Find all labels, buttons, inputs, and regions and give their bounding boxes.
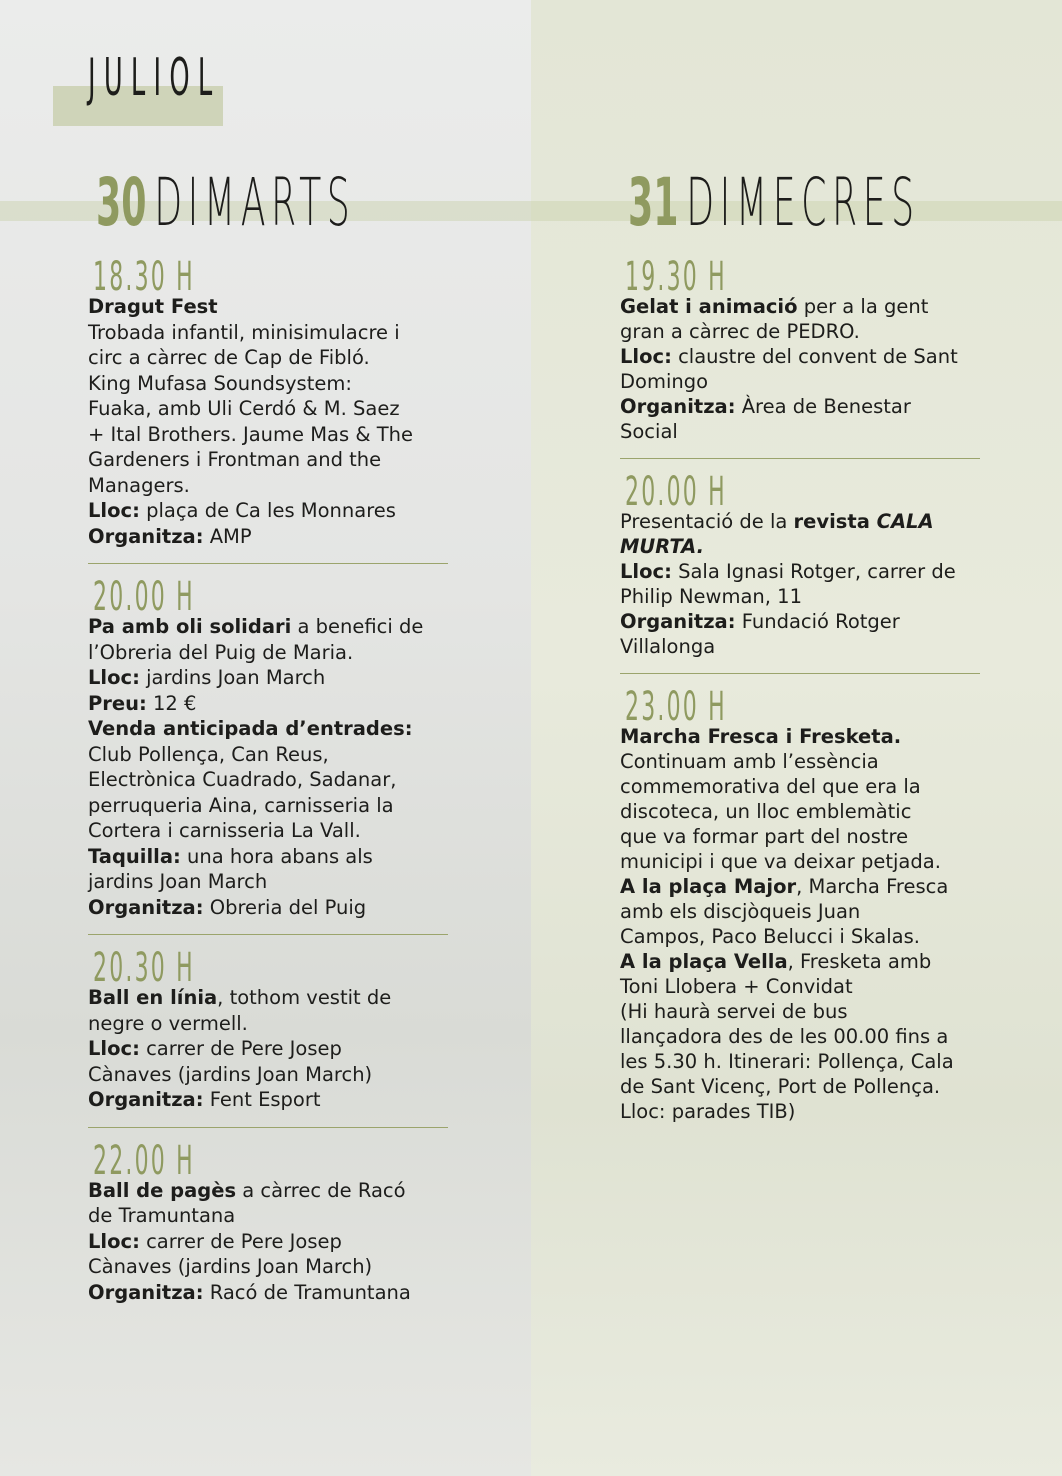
- event-text: Fuaka, amb Uli Cerdó & M. Saez: [88, 397, 400, 420]
- event-line: [88, 818, 448, 844]
- event-text: jardins Joan March: [139, 666, 326, 689]
- event-line: [88, 345, 448, 371]
- event-text: Lloc: parades TIB): [620, 1100, 796, 1123]
- event-time-text: 20.00 H: [93, 574, 195, 620]
- event-text: carrer de Pere Josep: [139, 1229, 342, 1253]
- event-text: Racó de Tramuntana: [203, 1280, 411, 1304]
- event-line: [88, 1229, 448, 1255]
- event-text: commemorativa del que era la: [620, 775, 921, 798]
- event-text-bold: Lloc:: [88, 1229, 140, 1253]
- event-text: carrer de Pere Josep: [139, 1037, 342, 1060]
- event-text-bold: Dragut Fest: [88, 295, 218, 318]
- event-text: perruqueria Aina, carnisseria la: [88, 793, 394, 817]
- event-text-bold: Venda anticipada d’entrades:: [88, 717, 413, 740]
- event-text: Sala Ignasi Rotger, carrer de: [671, 560, 956, 583]
- event-text-bold: MURTA.: [620, 535, 705, 558]
- month-title: JULIOL: [88, 48, 221, 108]
- day-column-wednesday: [620, 164, 980, 1138]
- event-line: [620, 999, 980, 1024]
- event-text-bold: Lloc:: [620, 345, 672, 368]
- event-line: [88, 1087, 448, 1113]
- event-text: llançadora des de les 00.00 fins a: [620, 1025, 949, 1048]
- event-text: una hora abans als: [180, 844, 373, 868]
- event-text: a benefici de: [291, 615, 424, 638]
- event-time: [625, 469, 980, 515]
- event-text: Continuam amb l’essència: [620, 750, 879, 773]
- event-text-bold: Lloc:: [88, 666, 140, 689]
- event-block: [88, 242, 448, 564]
- event-text: Electrònica Cuadrado, Sadanar,: [88, 768, 397, 791]
- event-text: Philip Newman, 11: [620, 585, 802, 608]
- event-text: , Fresketa amb: [787, 950, 932, 973]
- event-line: [88, 447, 448, 473]
- event-line: [620, 534, 980, 559]
- event-block: [88, 935, 448, 1128]
- event-line: [88, 1254, 448, 1280]
- event-line: [620, 974, 980, 999]
- event-text: per a la gent: [797, 295, 929, 318]
- event-block: [620, 242, 980, 459]
- event-text: jardins Joan March: [88, 870, 268, 893]
- event-text: Club Pollença, Can Reus,: [88, 742, 329, 766]
- day-heading: [96, 164, 448, 242]
- event-text: Trobada infantil, minisimulacre i: [88, 320, 400, 344]
- event-line: [620, 1099, 980, 1124]
- event-line: [88, 396, 448, 422]
- event-time-text: 23.00 H: [625, 684, 727, 730]
- event-line: [88, 1011, 448, 1037]
- event-text: Fent Esport: [203, 1088, 321, 1111]
- event-line: [88, 1062, 448, 1088]
- event-line: [88, 665, 448, 691]
- event-line: [620, 634, 980, 659]
- event-text: (Hi haurà servei de bus: [620, 1000, 848, 1023]
- event-block: [620, 674, 980, 1138]
- event-line: [88, 895, 448, 921]
- event-text-bold: Organitza:: [88, 1280, 204, 1304]
- event-line: [88, 371, 448, 397]
- event-text: amb els discjòqueis Juan: [620, 900, 861, 923]
- event-text-bold: Lloc:: [620, 560, 672, 583]
- day-number: 31: [628, 164, 679, 241]
- event-text-bold: A la plaça Vella: [620, 950, 788, 973]
- event-text: Cortera i carnisseria La Vall.: [88, 819, 361, 842]
- event-line: [620, 344, 980, 369]
- event-text: municipi i que va deixar petjada.: [620, 850, 941, 873]
- event-time-text: 20.30 H: [93, 945, 195, 991]
- event-text: discoteca, un lloc emblemàtic: [620, 800, 912, 823]
- event-line: [620, 774, 980, 799]
- event-time: [93, 254, 448, 300]
- event-time: [625, 684, 980, 730]
- day-heading: [628, 164, 980, 242]
- event-line: [620, 924, 980, 949]
- event-text: Managers.: [88, 473, 190, 497]
- event-text: negre o vermell.: [88, 1011, 248, 1035]
- event-text-bold: Organitza:: [620, 610, 736, 633]
- event-text: AMP: [203, 524, 252, 548]
- event-line: [620, 369, 980, 394]
- event-text: l’Obreria del Puig de Maria.: [88, 640, 354, 664]
- event-line: [88, 320, 448, 346]
- event-line: [620, 584, 980, 609]
- event-text: + Ital Brothers. Jaume Mas & The: [88, 422, 414, 446]
- event-line: [88, 716, 448, 742]
- event-line: [88, 640, 448, 666]
- event-time-text: 18.30 H: [93, 254, 195, 300]
- event-block: [620, 459, 980, 674]
- event-text-bold: Taquilla:: [88, 844, 181, 868]
- event-line: [620, 609, 980, 634]
- event-line: [88, 742, 448, 768]
- event-text: les 5.30 h. Itinerari: Pollença, Cala: [620, 1050, 954, 1073]
- event-line: [88, 524, 448, 550]
- event-time: [93, 574, 448, 620]
- event-time: [93, 945, 448, 991]
- event-line: [88, 767, 448, 793]
- event-text-bold: Organitza:: [88, 895, 204, 919]
- event-line: [88, 1036, 448, 1062]
- event-text: Campos, Paco Belucci i Skalas.: [620, 925, 920, 948]
- event-text: Presentació de la: [620, 510, 794, 533]
- event-time-text: 22.00 H: [93, 1137, 195, 1184]
- event-line: [88, 1280, 448, 1306]
- event-text: Domingo: [620, 370, 709, 393]
- event-text: , tothom vestit de: [217, 986, 392, 1009]
- day-name: DIMECRES: [686, 164, 920, 241]
- event-line: [88, 691, 448, 717]
- event-text-bold: Ball en línia: [88, 986, 218, 1009]
- event-text: gran a càrrec de PEDRO.: [620, 320, 860, 343]
- event-text: circ a càrrec de Cap de Fibló.: [88, 346, 370, 369]
- event-text-bold: A la plaça Major: [620, 875, 797, 898]
- event-text-bold: Pa amb oli solidari: [88, 615, 292, 638]
- event-text-bold: Lloc:: [88, 1037, 140, 1060]
- event-line: [88, 869, 448, 895]
- event-line: [620, 394, 980, 419]
- event-block: [88, 564, 448, 935]
- event-text: de Tramuntana: [88, 1204, 236, 1227]
- event-text-bold: Marcha Fresca i Fresketa.: [620, 725, 902, 748]
- event-text-bold: revista: [793, 510, 870, 533]
- event-text-bold: Organitza:: [88, 1088, 204, 1111]
- event-time-text: 19.30 H: [625, 254, 727, 300]
- event-text: Cànaves (jardins Joan March): [88, 1255, 373, 1278]
- event-text: King Mufasa Soundsystem:: [88, 371, 352, 395]
- event-line: [88, 793, 448, 819]
- event-line: [88, 422, 448, 448]
- event-line: [620, 949, 980, 974]
- event-line: [620, 319, 980, 344]
- event-line: [88, 498, 448, 524]
- day-column-tuesday: [88, 164, 448, 1319]
- event-list: [88, 242, 448, 1319]
- event-text: , Marcha Fresca: [796, 875, 949, 898]
- day-name: DIMARTS: [154, 164, 356, 241]
- event-line: [620, 559, 980, 584]
- event-text: Social: [620, 420, 678, 443]
- event-line: [88, 1203, 448, 1229]
- event-text: claustre del convent de Sant: [671, 345, 958, 368]
- event-line: [620, 799, 980, 824]
- event-text: a càrrec de Racó: [236, 1178, 406, 1202]
- event-text-bold: Gelat i animació: [620, 295, 798, 318]
- event-text-bold: CALA: [869, 510, 934, 533]
- event-text: Gardeners i Frontman and the: [88, 448, 382, 471]
- event-line: [620, 899, 980, 924]
- event-line: [620, 824, 980, 849]
- event-text: de Sant Vicenç, Port de Pollença.: [620, 1075, 941, 1098]
- event-list: [620, 242, 980, 1138]
- event-text-bold: Organitza:: [88, 524, 204, 548]
- event-text: 12 €: [146, 691, 197, 715]
- event-line: [620, 1049, 980, 1074]
- event-text: que va formar part del nostre: [620, 825, 909, 848]
- event-time-text: 20.00 H: [625, 469, 727, 515]
- event-line: [88, 844, 448, 870]
- event-text: Obreria del Puig: [203, 895, 367, 919]
- day-number: 30: [96, 164, 147, 241]
- event-time: [625, 254, 980, 300]
- event-line: [620, 849, 980, 874]
- event-text: Villalonga: [620, 635, 716, 658]
- event-line: [620, 874, 980, 899]
- event-block: [88, 1128, 448, 1320]
- event-line: [620, 1024, 980, 1049]
- event-text-bold: Preu:: [88, 691, 147, 715]
- event-text-bold: Organitza:: [620, 395, 736, 418]
- event-line: [620, 1074, 980, 1099]
- event-text-bold: Lloc:: [88, 499, 140, 522]
- event-time: [93, 1137, 448, 1184]
- event-line: [620, 419, 980, 444]
- event-text-bold: Ball de pagès: [88, 1178, 237, 1202]
- event-text: Fundació Rotger: [735, 610, 900, 633]
- event-text: Cànaves (jardins Joan March): [88, 1062, 373, 1086]
- event-line: [88, 473, 448, 499]
- event-text: Àrea de Benestar: [735, 395, 911, 418]
- event-text: Toni Llobera + Convidat: [620, 975, 853, 998]
- event-line: [620, 749, 980, 774]
- event-text: plaça de Ca les Monnares: [139, 499, 396, 522]
